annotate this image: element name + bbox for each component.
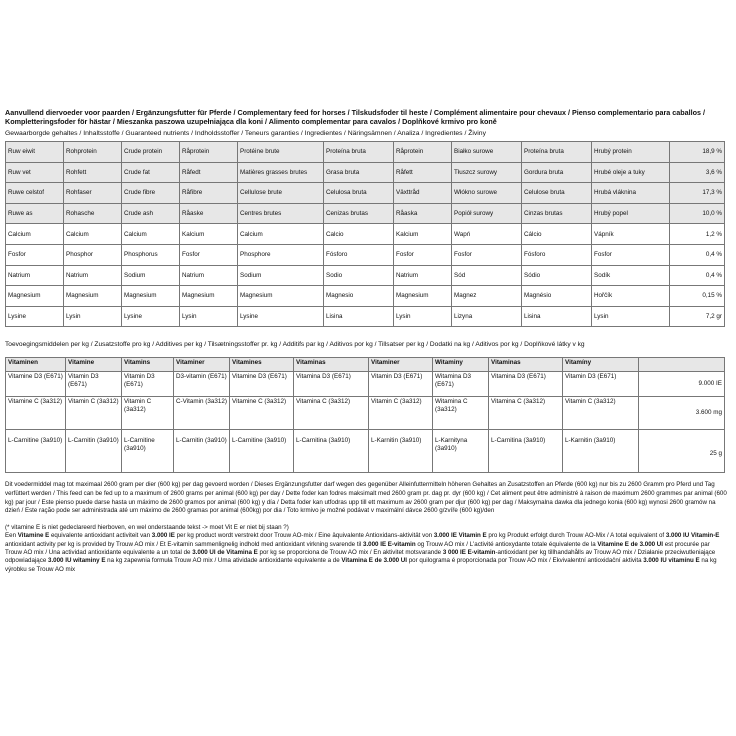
nutrient-cell: Natrium [6, 265, 64, 286]
nutrient-cell: Fosfor [180, 244, 238, 265]
nutrient-cell: Calcium [122, 224, 180, 245]
nutrient-cell: Ruwe as [6, 203, 64, 224]
nutrient-row [6, 162, 725, 183]
vitamins-header-cell: Vitaminer [369, 358, 433, 372]
vitamin-cell: Vitamin C (3a312) [66, 397, 122, 430]
nutrient-cell: Fosfor [452, 244, 522, 265]
guaranteed-heading: Gewaarborgde gehaltes / Inhaltsstoffe / Guaranteed nutrients / Indholdsstoffer / Teneurs garanties / Ingredientes / Näringsämnen / Analiza / Ingredientes / Živiny [5, 130, 486, 137]
vitamin-e-text: est procurée par Trouw AO mix / Una actividad antioxidante equivalente a un total de [5, 540, 710, 556]
vitamin-cell: L-Karnitin (3a910) [563, 430, 639, 473]
nutrient-cell: Rohfett [64, 162, 122, 183]
vitamin-cell: L-Carnitine (3a910) [230, 430, 294, 473]
vitamin-cell: Vitamin C (3a312) [563, 397, 639, 430]
nutrient-cell: Kalcium [180, 224, 238, 245]
nutrient-cell: Proteína bruta [324, 142, 394, 163]
vitamin-cell: L-Carnitina (3a910) [489, 430, 563, 473]
nutrient-cell: Natrium [64, 265, 122, 286]
vitamin-cell: Vitamine C (3a312) [6, 397, 66, 430]
vitamin-e-bold-text: 3 000 IE E-vitamin [442, 548, 496, 556]
nutrient-cell: Crude fibre [122, 183, 180, 204]
nutrient-cell: Lysine [122, 306, 180, 327]
nutrient-cell: Ruw vet [6, 162, 64, 183]
nutrient-cell: Lysin [64, 306, 122, 327]
vitamin-cell: Vitamin D3 (E671) [66, 372, 122, 397]
nutrient-row [6, 203, 725, 224]
nutrient-cell: Råfedt [180, 162, 238, 183]
vitamins-header-cell: Vitaminer [174, 358, 230, 372]
vitamin-e-text: og Trouw AO mix / L'activité antioxydante totale équivalente de la [415, 540, 598, 548]
nutrient-cell: Cálcio [522, 224, 592, 245]
vitamin-cell: Vitamina D3 (E671) [294, 372, 369, 397]
vitamins-table [5, 357, 725, 473]
vitamin-e-bold-text: 3.000 UI de Vitamina E [192, 548, 258, 556]
nutrient-cell: Sodium [238, 265, 324, 286]
nutrient-cell: Hrubý popel [592, 203, 670, 224]
nutrient-value: 17,3 % [670, 183, 725, 204]
nutrient-cell: Magnesium [180, 286, 238, 307]
vitamins-header-cell: Vitamins [122, 358, 174, 372]
nutrient-row [6, 286, 725, 307]
vitamin-amount: 9.000 IE [639, 372, 725, 397]
nutrients-table [5, 141, 725, 327]
vitamin-amount: 3.600 mg [639, 397, 725, 430]
vitamin-e-bold-text: 3.000 IU Vitamin-E [665, 532, 720, 540]
nutrient-cell: Hrubý protein [592, 142, 670, 163]
nutrient-cell: Phosphorus [122, 244, 180, 265]
nutrient-value: 0,15 % [670, 286, 725, 307]
vitamin-e-bold-text: 3.000 IE Vitamin E [433, 532, 487, 540]
vitamin-e-text: -antioxidant per kg tillhandahålls av Trouw AO mix / Działanie przeciwutleniające odpowiadające [5, 548, 716, 565]
vitamin-cell: Vitamine D3 (E671) [230, 372, 294, 397]
nutrient-cell: Lisina [522, 306, 592, 327]
nutrient-cell: Fósforo [324, 244, 394, 265]
vitamin-e-text: antioxidant activity per kg is provided by Trouw AO mix / Et E-vitamin sammenlignelig indhold med antioxidant virkning svarende til [5, 540, 364, 548]
vitamins-header-cell: Witaminy [433, 358, 489, 372]
vitamin-cell: L-Carnitine (3a910) [122, 430, 174, 473]
vitamins-header-cell [639, 358, 725, 372]
nutrient-value: 3,6 % [670, 162, 725, 183]
vitamin-cell: L-Karnitin (3a910) [369, 430, 433, 473]
nutrient-cell: Råprotein [394, 142, 452, 163]
nutrient-cell: Fósforo [522, 244, 592, 265]
nutrient-cell: Gordura bruta [522, 162, 592, 183]
nutrient-cell: Magnesium [6, 286, 64, 307]
nutrient-row [6, 183, 725, 204]
vitamin-amount: 25 g [639, 430, 725, 473]
vitamin-e-text: na kg zapewnia formuła Trouw AO mix / Uma atividade antioxidante equivalente a de [105, 557, 342, 565]
nutrient-cell: Råfett [394, 162, 452, 183]
nutrient-cell: Sodík [592, 265, 670, 286]
nutrient-cell: Lysin [180, 306, 238, 327]
nutrient-cell: Hořčík [592, 286, 670, 307]
vitamin-e-intro: (* vitamine E is niet gedeclareerd hierboven, en wel onderstaande tekst -> moet Vit E er niet bij staan ?) [5, 523, 289, 531]
vitamin-e-bold-text: 3.000 IU witaminy E [48, 557, 106, 565]
nutrient-row [6, 142, 725, 163]
nutrient-cell: Magnesium [394, 286, 452, 307]
nutrient-cell: Protéine brute [238, 142, 324, 163]
vitamin-cell: Vitamin C (3a312) [122, 397, 174, 430]
nutrient-cell: Natrium [180, 265, 238, 286]
nutrient-row [6, 265, 725, 286]
vitamin-cell: L-Carnitin (3a910) [66, 430, 122, 473]
nutrient-cell: Crude fat [122, 162, 180, 183]
vitamin-row [6, 397, 725, 430]
nutrient-cell: Råaske [180, 203, 238, 224]
vitamins-header-row [6, 358, 725, 372]
nutrient-cell: Proteína bruta [522, 142, 592, 163]
nutrient-cell: Hrubá vláknina [592, 183, 670, 204]
additives-heading: Toevoegingsmiddelen per kg / Zusatzstoffe pro kg / Additives per kg / Tilsætningsstoffer pr. kg / Additifs par kg / Aditivos por kg / Tillsatser per kg / Dodatki na kg / Aditivos por kg / Doplňkové látky v kg [5, 341, 585, 349]
nutrient-cell: Växttråd [394, 183, 452, 204]
nutrient-cell: Phosphor [64, 244, 122, 265]
vitamin-cell: Vitamin C (3a312) [369, 397, 433, 430]
vitamin-cell: L-Carnitine (3a910) [6, 430, 66, 473]
vitamin-e-bold-text: Vitamina E de 3.000 UI [341, 557, 407, 565]
vitamin-e-bold-text: 3.000 IE E-vitamin [363, 540, 416, 548]
vitamin-e-text: na kg výrobku se Trouw AO mix [5, 557, 717, 573]
nutrient-cell: Ruw eiwit [6, 142, 64, 163]
nutrient-value: 0,4 % [670, 244, 725, 265]
vitamin-cell: Vitamin D3 (E671) [369, 372, 433, 397]
vitamin-e-bold-text: Vitamine E [17, 532, 50, 540]
nutrient-row [6, 224, 725, 245]
nutrient-cell: Vápník [592, 224, 670, 245]
vitamins-header-cell: Vitamine [66, 358, 122, 372]
nutrient-cell: Crude protein [122, 142, 180, 163]
vitamins-header-cell: Vitaminen [6, 358, 66, 372]
vitamins-header-cell: Vitaminas [294, 358, 369, 372]
nutrient-cell: Celulose bruta [522, 183, 592, 204]
nutrient-cell: Råfibre [180, 183, 238, 204]
vitamin-cell: Witamina C (3a312) [433, 397, 489, 430]
feeding-instructions: Dit voedermiddel mag tot maximaal 2600 gram per dier (600 kg) per dag gevoerd worden / Dieses Ergänzungsfutter darf wegen des gegenüber Alleinfuttermitteln höheren Gehaltes an Zusatzstoffen an Pferde (600 kg) nur bis zu 2600 Gramm pro Pferd und Tag verfüttert werden / This feed can be fed up to a maximum of 2600 grams per animal (600 kg) per day / Dette foder kan fodres maksimalt med 2600 gram pr. dag pr. dyr (600 kg) / Cet aliment peut être administré à raison de maximum 2600 grammes par animal (600 kg) par jour / Este pienso puede darse hasta un máximo de 2600 gramos por animal (600 kg) y día / Detta foder kan utfodras upp till ett maximum av 2600 gram per djur (600 kg) per dag / Maksymalna dawka dla jednego konia (600 kg) wynosi 2600 gramów na dzień / Este ração pode ser administrada até um máximo de 2600 gramas por animal (600kg) por dia / Toto krmivo je možné podávat v maximální dávce 2600 g/zvíře (600 kg)/den [5, 481, 727, 515]
vitamin-cell: Vitamine D3 (E671) [6, 372, 66, 397]
nutrient-value: 1,2 % [670, 224, 725, 245]
vitamins-header-cell: Vitaminas [489, 358, 563, 372]
nutrient-cell: Rohprotein [64, 142, 122, 163]
nutrient-cell: Magnesium [238, 286, 324, 307]
vitamin-cell: L-Carnitina (3a910) [294, 430, 369, 473]
nutrient-cell: Råprotein [180, 142, 238, 163]
nutrient-cell: Cinzas brutas [522, 203, 592, 224]
nutrient-cell: Tłuszcz surowy [452, 162, 522, 183]
nutrient-cell: Magnez [452, 286, 522, 307]
nutrient-value: 18,9 % [670, 142, 725, 163]
nutrient-cell: Sódio [522, 265, 592, 286]
nutrient-cell: Sodio [324, 265, 394, 286]
vitamin-cell: Vitamin D3 (E671) [563, 372, 639, 397]
nutrient-cell: Natrium [394, 265, 452, 286]
vitamin-cell: D3-vitamin (E671) [174, 372, 230, 397]
nutrient-cell: Hrubé oleje a tuky [592, 162, 670, 183]
nutrient-cell: Kalcium [394, 224, 452, 245]
vitamin-e-text: per kg product wordt verstrekt door Trouw AO-mix / Eine äquivalente Antioxidans-aktivität von [174, 532, 434, 540]
vitamin-cell: Vitamina C (3a312) [489, 397, 563, 430]
nutrient-cell: Fosfor [592, 244, 670, 265]
vitamin-cell: Vitamina C (3a312) [294, 397, 369, 430]
vitamin-cell: Vitamin D3 (E671) [122, 372, 174, 397]
nutrient-cell: Crude ash [122, 203, 180, 224]
vitamin-e-text: pro kg Produkt erfolgt durch Trouw AO-Mix / A total equivalent of [486, 532, 666, 540]
nutrient-cell: Grasa bruta [324, 162, 394, 183]
nutrient-value: 7,2 gr [670, 306, 725, 327]
nutrient-cell: Magnésio [522, 286, 592, 307]
nutrient-cell: Wapń [452, 224, 522, 245]
nutrient-row [6, 244, 725, 265]
vitamin-cell: Vitamine C (3a312) [230, 397, 294, 430]
nutrient-cell: Lysine [238, 306, 324, 327]
nutrient-cell: Włókno surowe [452, 183, 522, 204]
nutrient-cell: Rohfaser [64, 183, 122, 204]
vitamin-e-note [5, 524, 727, 574]
vitamin-e-text: equivalente antioxidant activiteit van [49, 532, 152, 540]
label-document [5, 108, 727, 574]
nutrient-cell: Centres brutes [238, 203, 324, 224]
nutrient-cell: Ruwe celstof [6, 183, 64, 204]
vitamins-header-cell: Vitamíny [563, 358, 639, 372]
nutrient-cell: Magnesium [64, 286, 122, 307]
nutrient-cell: Calcium [238, 224, 324, 245]
nutrient-cell: Celulosa bruta [324, 183, 394, 204]
nutrient-value: 10,0 % [670, 203, 725, 224]
nutrient-cell: Lizyna [452, 306, 522, 327]
nutrient-cell: Cellulose brute [238, 183, 324, 204]
vitamin-e-text: por kg se proporciona de Trouw AO mix / En aktivitet motsvarande [257, 548, 443, 556]
vitamin-cell: C-Vitamin (3a312) [174, 397, 230, 430]
nutrient-cell: Magnesium [122, 286, 180, 307]
vitamin-cell: Witamina D3 (E671) [433, 372, 489, 397]
nutrient-cell: Białko surowe [452, 142, 522, 163]
vitamin-cell: L-Karnityna (3a910) [433, 430, 489, 473]
nutrient-cell: Phosphore [238, 244, 324, 265]
vitamin-cell: L-Carnitin (3a910) [174, 430, 230, 473]
vitamins-header-cell: Vitamines [230, 358, 294, 372]
nutrient-row [6, 306, 725, 327]
vitamin-e-text: Een [5, 532, 18, 540]
nutrient-cell: Magnesio [324, 286, 394, 307]
nutrient-cell: Matières grasses brutes [238, 162, 324, 183]
nutrient-cell: Fosfor [394, 244, 452, 265]
vitamin-e-bold-text: Vitamine E de 3.000 UI [597, 540, 663, 548]
nutrient-cell: Calcio [324, 224, 394, 245]
nutrient-cell: Lysin [394, 306, 452, 327]
nutrient-cell: Popiół surowy [452, 203, 522, 224]
vitamin-e-bold-text: 3.000 IU vitamínu E [643, 557, 700, 565]
nutrient-cell: Sód [452, 265, 522, 286]
nutrient-cell: Råaska [394, 203, 452, 224]
nutrient-cell: Lisina [324, 306, 394, 327]
nutrient-cell: Calcium [6, 224, 64, 245]
nutrient-cell: Lysine [6, 306, 64, 327]
nutrient-cell: Rohasche [64, 203, 122, 224]
vitamin-e-statement [5, 532, 727, 574]
vitamin-e-bold-text: 3.000 IE [151, 532, 175, 540]
nutrient-cell: Calcium [64, 224, 122, 245]
nutrient-cell: Sodium [122, 265, 180, 286]
document-title: Aanvullend diervoeder voor paarden / Ergänzungsfutter für Pferde / Complementary feed for horses / Tilskudsfoder til heste / Complément alimentaire pour chevaux / Pienso complementario para caballos / Kompletteringsfoder för hästar / Mieszanka paszowa uzupełniająca dla koni / Alimento complementar para cavalos / Doplňkové krmivo pro koně [5, 108, 706, 126]
nutrient-cell: Lysin [592, 306, 670, 327]
vitamin-row [6, 430, 725, 473]
nutrient-cell: Fosfor [6, 244, 64, 265]
vitamin-cell: Vitamina D3 (E671) [489, 372, 563, 397]
vitamin-e-text: por quilograma é proporcionada por Trouw AO mix / Ekvivalentní antioxidační aktivita [406, 557, 644, 565]
nutrient-value: 0,4 % [670, 265, 725, 286]
nutrient-cell: Cenizas brutas [324, 203, 394, 224]
vitamin-row [6, 372, 725, 397]
